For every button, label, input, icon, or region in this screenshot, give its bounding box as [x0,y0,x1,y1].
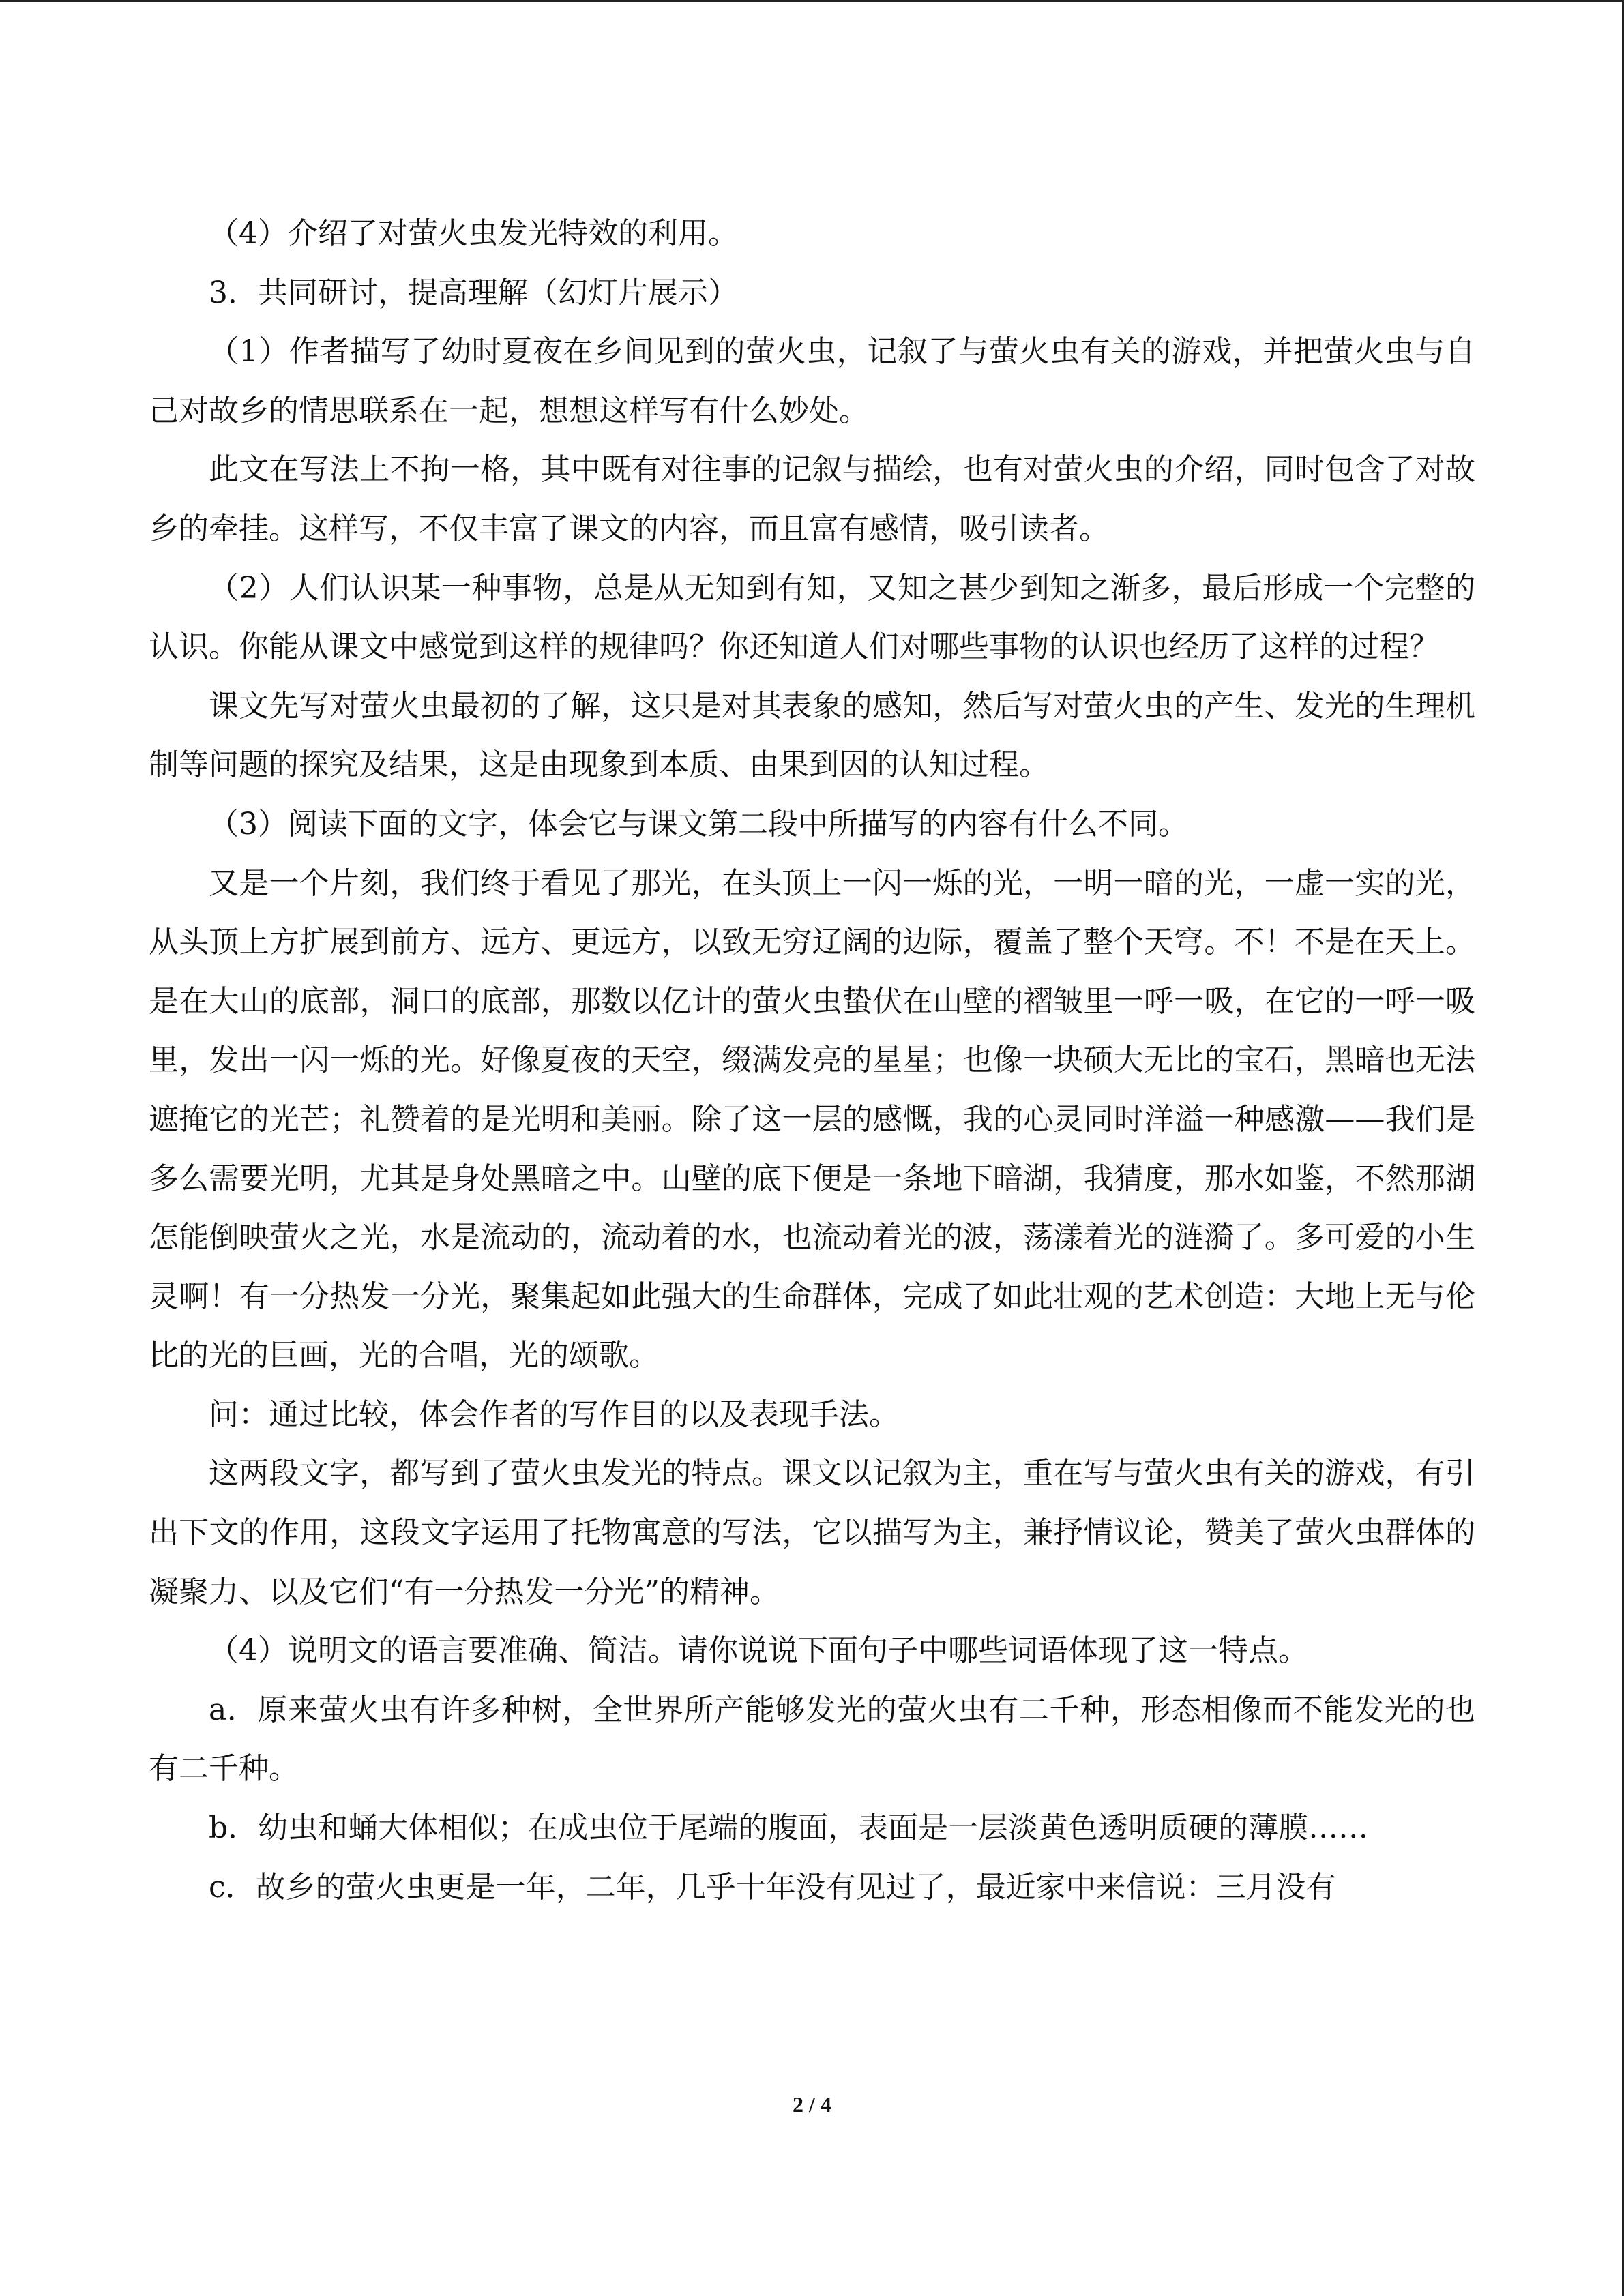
paragraph: 3．共同研讨，提高理解（幻灯片展示） [209,275,738,310]
paragraph: a．原来萤火虫有许多种树，全世界所产能够发光的萤火虫有二千种，形态相像而不能发光的也有二千种。 [149,1692,1475,1787]
paragraph: （3）阅读下面的文字，体会它与课文第二段中所描写的内容有什么不同。 [209,806,1188,841]
page-border-top [0,0,1624,2]
paragraph: （4）介绍了对萤火虫发光特效的利用。 [209,216,738,251]
paragraph: （1）作者描写了幼时夏夜在乡间见到的萤火虫，记叙了与萤火虫有关的游戏，并把萤火虫与自己对故乡的情思联系在一起，想想这样写有什么妙处。 [149,334,1475,428]
paragraph: （4）说明文的语言要准确、简洁。请你说说下面句子中哪些词语体现了这一特点。 [209,1633,1308,1669]
paragraph: （2）人们认识某一种事物，总是从无知到有知，又知之甚少到知之渐多，最后形成一个完整的认识。你能从课文中感觉到这样的规律吗？你还知道人们对哪些事物的认识也经历了这样的过程？ [149,570,1475,665]
paragraph: c．故乡的萤火虫更是一年，二年，几乎十年没有见过了，最近家中来信说：三月没有 [209,1869,1336,1905]
paragraph: 课文先写对萤火虫最初的了解，这只是对其表象的感知，然后写对萤火虫的产生、发光的生理机制等问题的探究及结果，这是由现象到本质、由果到因的认知过程。 [149,688,1475,783]
paragraph: 又是一个片刻，我们终于看见了那光，在头顶上一闪一烁的光，一明一暗的光，一虚一实的光，从头顶上方扩展到前方、远方、更远方，以致无穷辽阔的边际，覆盖了整个天穹。不！不是在天上。是在大山的底部，洞口的底部，那数以亿计的萤火虫蛰伏在山壁的褶皱里一呼一吸，在它的一呼一吸里，发出一闪一烁的光。好像夏夜的天空，缀满发亮的星星；也像一块硕大无比的宝石，黑暗也无法遮掩它的光芒；礼赞着的是光明和美丽。除了这一层的感慨，我的心灵同时洋溢一种感激——我们是多么需要光明，尤其是身处黑暗之中。山壁的底下便是一条地下暗湖，我猜度，那水如鉴，不然那湖怎能倒映萤火之光，水是流动的，流动着的水，也流动着光的波，荡漾着光的涟漪了。多可爱的小生灵啊！有一分热发一分光，聚集起如此强大的生命群体，完成了如此壮观的艺术创造：大地上无与伦比的光的巨画，光的合唱，光的颂歌。 [149,865,1475,1373]
paragraph: 这两段文字，都写到了萤火虫发光的特点。课文以记叙为主，重在写与萤火虫有关的游戏，有引出下文的作用，这段文字运用了托物寓意的写法，它以描写为主，兼抒情议论，赞美了萤火虫群体的凝聚力、以及它们“有一分热发一分光”的精神。 [149,1456,1475,1609]
paragraph: b．幼虫和蛹大体相似；在成虫位于尾端的腹面，表面是一层淡黄色透明质硬的薄膜…… [209,1810,1369,1846]
paragraph: 此文在写法上不拘一格，其中既有对往事的记叙与描绘，也有对萤火虫的介绍，同时包含了对故乡的牵挂。这样写，不仅丰富了课文的内容，而且富有感情，吸引读者。 [149,452,1475,546]
page-number: 2 / 4 [793,2092,831,2117]
paragraph: 问：通过比较，体会作者的写作目的以及表现手法。 [209,1397,899,1432]
document-body [149,205,1475,1917]
